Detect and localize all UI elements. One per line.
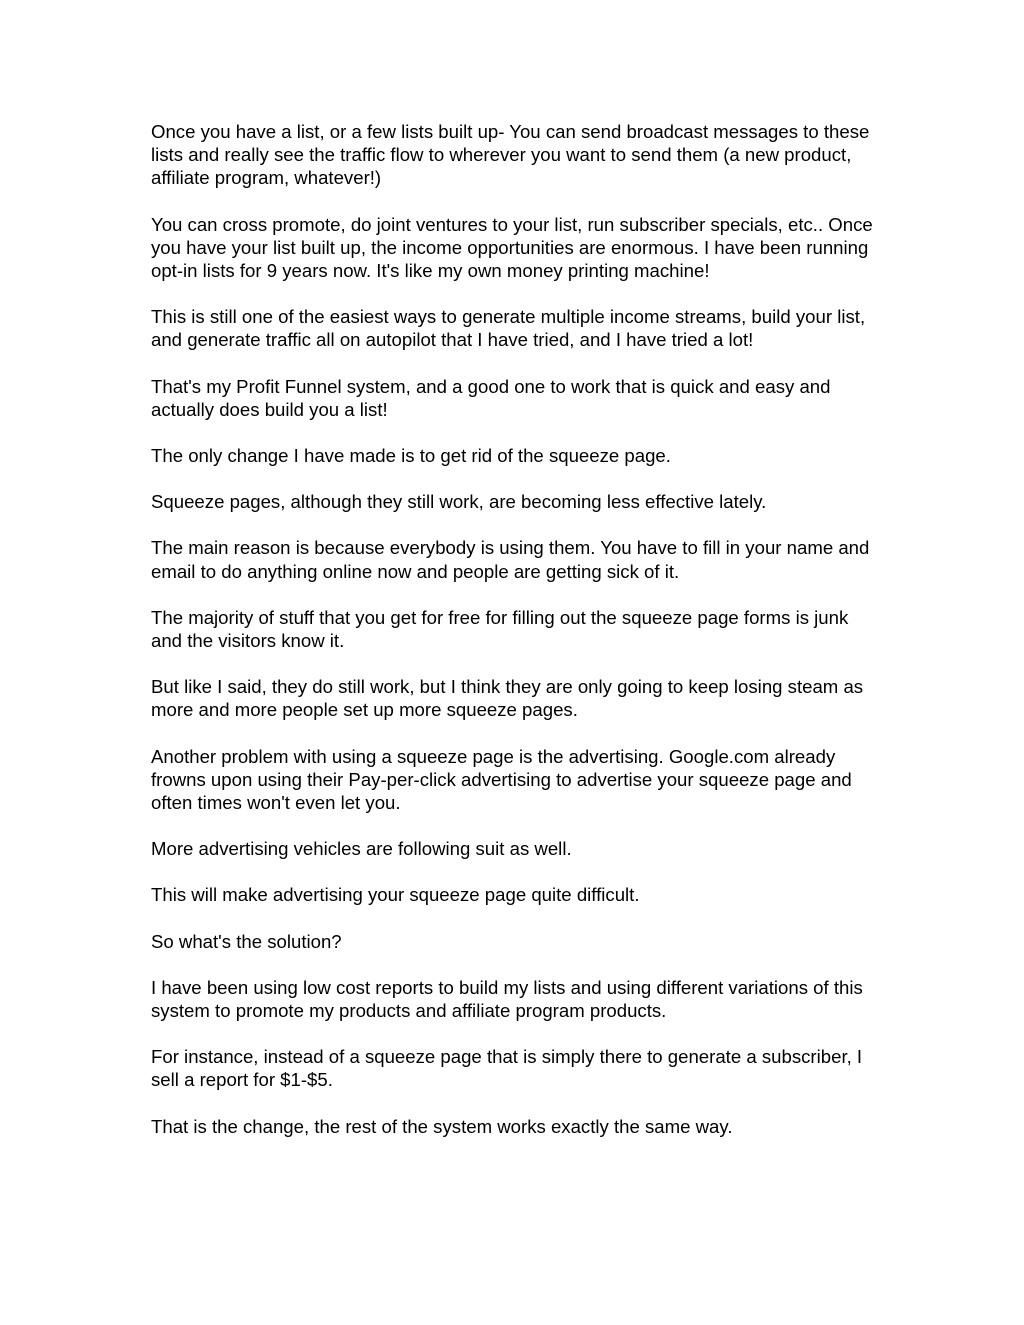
paragraph: This is still one of the easiest ways to generate multiple income streams, build your list, and generate traffic all on autopilot that I have tried, and I have tried a lot! (151, 306, 866, 351)
document-body (151, 120, 876, 1161)
paragraph: So what's the solution? (151, 930, 342, 952)
paragraph: I have been using low cost reports to build my lists and using different variations of this system to promote my products and affiliate program products. (151, 976, 863, 1022)
paragraph: More advertising vehicles are following suit as well. (151, 838, 572, 860)
paragraph: This will make advertising your squeeze page quite difficult. (151, 884, 640, 906)
paragraph: You can cross promote, do joint ventures to your list, run subscriber specials, etc.. Once you have your list built up, the income opportunities are enormous. I have been running opt-in lists for 9 years now. It's like my own money printing machine! (151, 213, 873, 282)
paragraph: The only change I have made is to get rid of the squeeze page. (151, 445, 671, 467)
paragraph: That is the change, the rest of the system works exactly the same way. (151, 1115, 733, 1137)
paragraph: For instance, instead of a squeeze page that is simply there to generate a subscriber, I sell a report for $1-$5. (151, 1046, 863, 1091)
paragraph: But like I said, they do still work, but I think they are only going to keep losing steam as more and more people set up more squeeze pages. (151, 676, 864, 721)
paragraph: Once you have a list, or a few lists built up- You can send broadcast messages to these lists and really see the traffic flow to wherever you want to send them (a new product, affiliate program, whatever!) (151, 121, 870, 189)
paragraph: The majority of stuff that you get for free for filling out the squeeze page forms is junk and the visitors know it. (151, 606, 849, 652)
paragraph: Squeeze pages, although they still work, are becoming less effective lately. (151, 491, 767, 513)
paragraph: The main reason is because everybody is using them. You have to fill in your name and email to do anything online now and people are getting sick of it. (151, 537, 870, 582)
paragraph: Another problem with using a squeeze page is the advertising. Google.com already frowns upon using their Pay-per-click advertising to advertise your squeeze page and often times won't even let you. (151, 745, 852, 814)
paragraph: That's my Profit Funnel system, and a good one to work that is quick and easy and actually does build you a list! (151, 375, 831, 420)
